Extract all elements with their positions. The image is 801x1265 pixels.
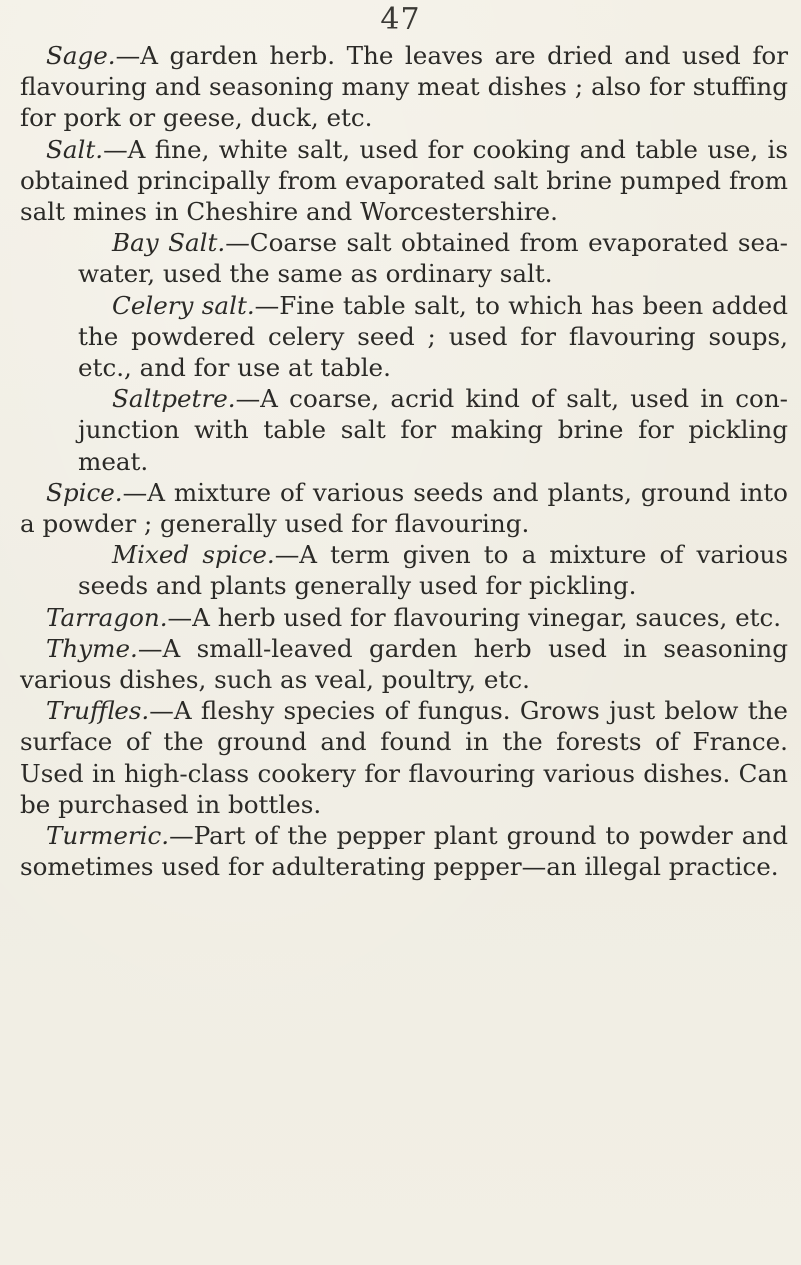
entry-definition: —A small-leaved garden herb used in seasoning various dishes, such as veal, poultry, etc.: [20, 633, 788, 695]
entry-term: Thyme.: [46, 633, 138, 663]
entry-sage: [20, 40, 788, 134]
entry-thyme: [20, 633, 788, 695]
entry-term: Tarragon.: [46, 602, 168, 632]
entry-term: Celery salt.: [112, 290, 255, 320]
entry-definition: —A coarse, acrid kind of salt, used in con-junction with table salt for making brine for pickling meat.: [78, 384, 788, 476]
entry-definition: —Part of the pepper plant ground to powder and sometimes used for adulterating pepper—an illegal practice.: [20, 821, 788, 882]
entry-salt: [20, 134, 788, 228]
entry-term: Turmeric.: [46, 821, 170, 851]
entry-term: Bay Salt.: [112, 228, 226, 258]
entry-turmeric: [20, 820, 788, 882]
entry-saltpetre: [78, 383, 788, 477]
entry-spice: [20, 477, 788, 539]
entry-definition: —A term given to a mixture of various seeds and plants generally used for pickling.: [78, 540, 788, 601]
entry-definition: —Fine table salt, to which has been added the powdered celery seed ; used for flavouring soups, etc., and for use at table.: [78, 290, 788, 383]
entry-definition: —A fine, white salt, used for cooking and table use, is obtained principally from evaporated salt brine pumped from salt mines in Cheshire and Worcestershire.: [20, 134, 788, 227]
entry-term: Truffles.: [46, 696, 150, 726]
entry-term: Saltpetre.: [112, 384, 236, 414]
entry-celery-salt: [78, 290, 788, 384]
glossary-text: [20, 40, 788, 882]
entry-definition: —Coarse salt obtained from evaporated sea-water, used the same as ordinary salt.: [78, 228, 788, 289]
entry-mixed-spice: [78, 539, 788, 601]
entry-term: Salt.: [46, 134, 104, 164]
entry-truffles: [20, 695, 788, 820]
page-number: 47: [380, 2, 421, 37]
entry-bay-salt: [78, 227, 788, 289]
entry-term: Mixed spice.: [112, 540, 275, 570]
entry-definition: —A mixture of various seeds and plants, ground into a powder ; generally used for flavouring.: [20, 477, 788, 539]
entry-term: Spice.: [46, 477, 123, 507]
entry-definition: —A herb used for flavouring vinegar, sauces, etc.: [167, 602, 782, 632]
entry-definition: —A garden herb. The leaves are dried and used for flavouring and seasoning many meat dishes ; also for stuffing for pork or geese, duck, etc.: [20, 41, 788, 133]
entry-term: Sage.: [46, 41, 116, 70]
entry-definition: —A fleshy species of fungus. Grows just below the surface of the ground and found in the forests of France. Used in high-class cookery for flavouring various dishes. Can be purchased in bottles.: [20, 696, 788, 819]
entry-tarragon: [20, 602, 788, 633]
